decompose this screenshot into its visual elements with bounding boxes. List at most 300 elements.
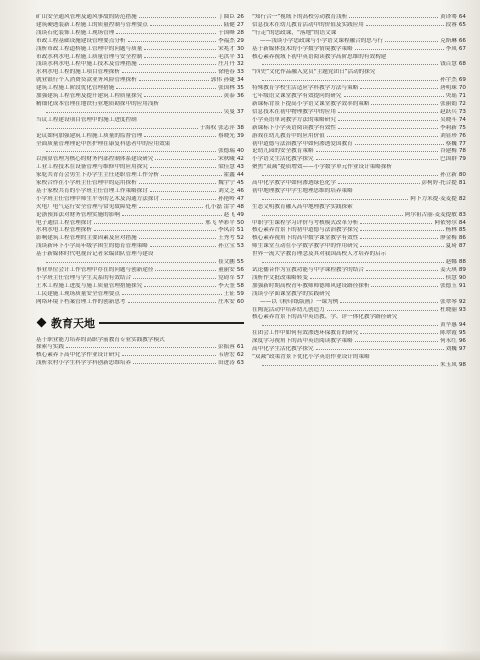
leader-dots	[360, 246, 443, 247]
entry-title: 浅谈小学面课堂教学的实践研究	[252, 290, 331, 297]
entry-page-number: 71	[458, 93, 466, 100]
entry-author: 郭伟 孙婕	[210, 77, 235, 84]
entry-author: 夏琦	[445, 243, 457, 250]
toc-entry	[36, 61, 244, 69]
toc-entry	[36, 291, 244, 299]
entry-title: 矿山安全通风管理及通风事故的防范措施	[36, 14, 137, 20]
entry-page-number: 28	[236, 29, 244, 36]
entry-author: 赵跃兵	[440, 108, 457, 115]
entry-title: “行走”的思政课，“落地”的语文课	[252, 29, 337, 36]
entry-author: 孙立新	[440, 172, 457, 179]
entry-author: 段睿	[445, 21, 457, 28]
entry-author: 蔡晓光	[218, 132, 235, 139]
right-column	[252, 14, 466, 370]
toc-entry	[252, 338, 466, 346]
entry-author: 吴晓斗	[440, 116, 457, 123]
right-entries	[252, 14, 466, 370]
entry-title: 基于家校共育的小学班主任管理工作策略探讨	[36, 187, 148, 194]
entry-title: 小学英语单词教学方法的策略研究	[252, 116, 336, 123]
entry-title: 浅析农村小学生科学学科创新思维培养	[36, 360, 132, 367]
entry-author: 阿依努尔	[434, 219, 457, 226]
entry-page-number: 51	[236, 227, 244, 234]
toc-entry	[252, 267, 466, 275]
leader-dots	[366, 25, 444, 26]
toc-entry	[252, 275, 466, 283]
entry-page-number: 77	[458, 140, 466, 147]
entry-title: 加强新时期高校青年教师师德师风建设路径探析	[252, 282, 370, 289]
leader-dots	[338, 120, 438, 121]
entry-title: 网络环境下档案管理工作的创新思考	[36, 298, 126, 305]
entry-author: 刘巍	[445, 346, 457, 353]
entry-page-number: 31	[236, 53, 244, 60]
toc-entry	[36, 148, 244, 156]
entry-title: 特殊教育学校生活适应学科教学方法与策略	[252, 85, 359, 92]
leader-dots	[360, 88, 438, 89]
entry-title: 工业工程技术在设备管理与维修中的应用探究	[36, 164, 148, 171]
entry-page-number: 33	[236, 69, 244, 76]
leader-dots	[262, 199, 408, 200]
toc-entry	[252, 314, 466, 322]
entry-title: 聚焦“双减”提质增效——小学数学单元作业设计策略探析	[252, 164, 393, 171]
leader-dots	[155, 270, 216, 271]
leader-dots	[360, 238, 438, 239]
entry-page-number: 32	[236, 61, 244, 68]
entry-title: 精细化成本管理在地铁行业地质勘探中的应用浅析	[36, 100, 160, 107]
entry-author: 黄辛惠	[440, 322, 457, 329]
entry-title: 初中道德与法治教学中如何渗透爱国教育	[252, 140, 353, 147]
entry-page-number: 89	[458, 267, 466, 273]
leader-dots	[327, 310, 438, 311]
toc-entry	[36, 93, 244, 101]
entry-title: ——浅谈小学思政课与小学语文课程融合的思与行	[260, 37, 384, 44]
entry-title: 论幼儿园的安全教育策略	[252, 148, 314, 155]
toc-entry	[252, 322, 466, 330]
entry-author: 孙艳岭	[218, 195, 235, 202]
toc-entry	[36, 30, 244, 38]
toc-entry	[252, 180, 466, 188]
entry-title: 土木工程施工进度与施工质量管理措施探究	[36, 282, 143, 289]
entry-page-number: 72	[458, 100, 466, 107]
entry-title: 火电厂电气运行安全管理与常见故障处理	[36, 203, 137, 210]
toc-entry	[252, 283, 466, 291]
toc-entry	[36, 180, 244, 188]
entry-title: 核心素养背景下的高中英语教、学、评一体化教学路径研究	[252, 314, 398, 321]
toc-entry	[36, 275, 244, 283]
entry-title: 市政水利水电工程施工质量管理与安全控制	[36, 53, 143, 60]
toc-entry	[252, 85, 466, 93]
entry-title: 论浙预算法对财务管理实施的影响	[36, 211, 120, 218]
toc-entry	[36, 172, 244, 180]
entry-author: 朱玉凤	[440, 361, 457, 368]
leader-dots	[262, 325, 438, 326]
entry-page-number: 64	[458, 14, 466, 20]
entry-page-number: 80	[458, 172, 466, 179]
toc-entry	[252, 109, 466, 117]
entry-author: 张丽娟	[440, 100, 457, 107]
toc-entry	[252, 172, 466, 180]
entry-page-number: 86	[458, 235, 466, 242]
toc-entry	[36, 299, 244, 307]
entry-author: 赵飞	[223, 211, 235, 218]
entry-title: 基于职业能力培养的高职学前教育专业实践教学模式	[36, 336, 165, 343]
entry-title: 市政工程基础设施建设管理要点分析	[36, 37, 126, 44]
leader-dots	[161, 199, 216, 200]
entry-author: 王秀考	[218, 235, 235, 242]
entry-page-number: 81	[458, 180, 466, 187]
left-section-entries	[36, 337, 244, 369]
entry-title: 七年级语文课堂教学有效提问的研究	[252, 93, 342, 100]
entry-title: “四史”文化作品融入党员“主题党团日”活动的探究	[252, 69, 376, 76]
leader-dots	[128, 41, 217, 42]
leader-dots	[371, 286, 438, 287]
toc-entry	[252, 251, 466, 259]
entry-page-number: 40	[236, 148, 244, 155]
entry-page-number: 45	[236, 180, 244, 187]
entry-title: 新课标背景下提高小学语文课堂教学效率的策略	[252, 100, 370, 107]
entry-page-number: 48	[236, 203, 244, 210]
entry-author: 崔文鹏	[218, 259, 235, 266]
entry-title: 核心素养视角下的高中数学课堂教学有效性	[252, 235, 359, 242]
entry-title: 基于新媒体技术的小学数学情境教学策略	[252, 45, 353, 52]
entry-title: 生态文明教育融入高中地理教学实践探索	[252, 203, 353, 210]
entry-page-number: 43	[236, 164, 244, 171]
entry-page-number: 88	[458, 259, 466, 266]
toc-entry	[252, 101, 466, 109]
entry-title: 核心素养视域下初中英语阅读教学高阶思维的有效构建	[252, 53, 387, 60]
entry-page-number: 73	[458, 108, 466, 115]
entry-title: 小学语文生活化教学探究	[252, 156, 314, 163]
toc-entry	[252, 148, 466, 156]
entry-title: 事业单位会计工作管理中存在的问题与创新途径	[36, 267, 154, 273]
entry-page-number: 56	[236, 267, 244, 273]
entry-author: 庄月丹	[218, 61, 235, 68]
entry-author: 李凤	[445, 45, 457, 52]
entry-author: 庄木安	[218, 298, 235, 305]
entry-page-number: 97	[458, 346, 466, 353]
leader-dots	[344, 96, 444, 97]
toc-entry	[252, 220, 466, 228]
entry-author: 杜晓丽	[440, 306, 457, 313]
toc-entry	[252, 22, 466, 30]
leader-dots	[262, 80, 438, 81]
entry-author: 梁佳慧	[218, 164, 235, 171]
entry-author: 吴曼	[223, 108, 235, 115]
leader-dots	[338, 183, 420, 184]
entry-page-number: 76	[458, 132, 466, 139]
leader-dots	[46, 112, 222, 113]
toc-entry	[36, 251, 244, 259]
leader-dots	[122, 355, 216, 356]
toc-entry	[252, 133, 466, 141]
leader-dots	[316, 349, 444, 350]
entry-page-number: 74	[458, 116, 466, 123]
toc-entry	[36, 337, 244, 345]
leader-dots	[366, 270, 438, 271]
entry-title: 浅谈水利水电工程中施工技术及管理措施	[36, 61, 137, 68]
leader-dots	[360, 223, 432, 224]
leader-dots	[46, 128, 198, 129]
entry-page-number: 34	[236, 77, 244, 84]
entry-author: 巴国群	[440, 156, 457, 163]
leader-dots	[122, 294, 222, 295]
leader-dots	[340, 302, 438, 303]
entry-page-number: 58	[236, 282, 244, 289]
toc-entry	[36, 38, 244, 46]
toc-entry	[36, 101, 244, 109]
entry-author: 黄泰	[223, 93, 235, 100]
entry-author: 谷建梅	[440, 148, 457, 155]
toc-entry	[36, 141, 244, 149]
toc-entry	[252, 117, 466, 125]
entry-title: 以预算管理为核心的财务内部控制体系建设研究	[36, 156, 154, 163]
toc-entry	[36, 196, 244, 204]
entry-page-number: 35	[236, 85, 244, 92]
entry-title: 核心素养下高中化学作业设计研究	[36, 352, 120, 359]
entry-title: 浅谈石化装饰工程施工现场管理	[36, 29, 115, 36]
leader-dots	[139, 80, 209, 81]
toc-entry	[252, 227, 466, 235]
entry-title: 深度学习视角下的高中英语阅读教学策略	[252, 338, 353, 345]
entry-title: 当议工程建设项目管理中的施工进度控制	[36, 116, 137, 123]
leader-dots	[310, 278, 444, 279]
entry-author: 李莉新	[440, 124, 457, 131]
leader-dots	[371, 104, 438, 105]
entry-author: 李福杰	[218, 37, 235, 44]
entry-page-number: 55	[236, 259, 244, 266]
toc-entry	[252, 235, 466, 243]
leader-dots	[122, 72, 216, 73]
toc-entry	[36, 133, 244, 141]
entry-title: 就业银行个人消费贷款业务风险管理探析	[36, 77, 137, 84]
leader-dots	[139, 207, 203, 208]
toc-entry	[36, 267, 244, 275]
toc-entry	[252, 69, 466, 77]
entry-page-number: 61	[236, 344, 244, 351]
entry-author: 彭柯婷·托合提	[421, 180, 457, 187]
toc-entry	[252, 243, 466, 251]
toc-entry	[36, 156, 244, 164]
entry-page-number: 46	[236, 187, 244, 194]
toc-entry	[252, 299, 466, 307]
entry-author: 邢飞 华彩平	[205, 219, 235, 226]
entry-author: 阿卜力米提·麦麦提	[410, 195, 457, 202]
left-entries	[36, 14, 244, 307]
entry-title: 游戏在幼儿教育中的应用价值	[252, 132, 325, 139]
entry-author: 刘显珍	[440, 132, 457, 139]
entry-author: 霍鑫	[223, 172, 235, 179]
leader-dots	[94, 223, 203, 224]
entry-page-number: 96	[458, 338, 466, 345]
entry-page-number: 95	[458, 330, 466, 337]
entry-title: 世界一流大学教育理念及其对我国高校人才培养的启示	[252, 251, 387, 258]
entry-page-number: 79	[458, 156, 466, 163]
entry-author: 陆健	[223, 21, 235, 28]
entry-page-number: 83	[458, 211, 466, 218]
entry-title: 建筑工程施工阶段优化管理措施	[36, 85, 115, 92]
entry-author: 侯慧	[445, 274, 457, 281]
entry-author: 张德瑞	[218, 148, 235, 155]
leader-dots	[385, 41, 438, 42]
entry-author: 廖金梅	[440, 235, 457, 242]
leader-dots	[262, 215, 403, 216]
entry-page-number: 49	[236, 211, 244, 218]
toc-entry	[252, 362, 466, 370]
entry-title: 信息技术在初中物理教学中的应用	[252, 108, 336, 115]
entry-author: 张德玉	[440, 282, 457, 289]
entry-title: 建筑硬透装新工程施工的质量控制与管理要点	[36, 21, 148, 28]
leader-dots	[150, 167, 216, 168]
entry-author: 孙立宝	[218, 243, 235, 250]
entry-page-number: 65	[458, 21, 466, 28]
entry-author: 杨林	[445, 227, 457, 234]
toc-entry	[36, 69, 244, 77]
entry-title: ——以《粉印纸版画》一课为例	[260, 298, 339, 305]
entry-page-number: 29	[236, 37, 244, 44]
toc-entry	[36, 235, 244, 243]
leader-dots	[360, 333, 438, 334]
entry-author: 田进涛	[218, 360, 235, 367]
leader-dots	[327, 136, 438, 137]
leader-dots	[161, 175, 222, 176]
toc-entry	[252, 307, 466, 315]
toc-entry	[252, 291, 466, 299]
entry-page-number: 62	[236, 352, 244, 359]
entry-page-number: 53	[236, 243, 244, 250]
toc-entry	[252, 125, 466, 133]
toc-entry	[36, 243, 244, 251]
toc-entry	[36, 352, 244, 360]
page-edge-shadow	[0, 650, 480, 660]
leader-dots	[338, 128, 438, 129]
left-column	[36, 14, 244, 368]
leader-dots	[338, 112, 438, 113]
entry-page-number: 82	[458, 195, 466, 202]
leader-dots	[144, 96, 221, 97]
entry-author: 孙宇杰	[440, 77, 457, 84]
toc-entry	[36, 204, 244, 212]
toc-entry	[252, 188, 466, 196]
entry-author: 李天奎	[218, 282, 235, 289]
leader-dots	[355, 49, 444, 50]
toc-entry	[36, 54, 244, 62]
leader-dots	[262, 64, 438, 65]
toc-entry	[36, 85, 244, 93]
entry-title: 浅析市政工程道桥施工管理中的问题与质量	[36, 45, 143, 52]
leader-dots	[122, 215, 222, 216]
entry-author: 王征	[223, 290, 235, 297]
leader-dots	[139, 17, 216, 18]
leader-dots	[155, 159, 216, 160]
leader-dots	[355, 341, 438, 342]
toc-entry	[36, 188, 244, 196]
entry-title: 高中化学生活化教学探究	[252, 346, 314, 353]
entry-author: 徐艳春	[218, 69, 235, 76]
entry-title: 试论播音作为宣教功能与中学课程教学的结合	[252, 267, 364, 273]
leader-dots	[349, 17, 438, 18]
entry-page-number: 70	[458, 85, 466, 92]
entry-title: 浅析作文批改策略转变	[252, 274, 308, 281]
entry-page-number: 59	[236, 290, 244, 297]
leader-dots	[144, 49, 216, 50]
entry-page-number: 60	[236, 298, 244, 305]
entry-page-number: 52	[236, 235, 244, 242]
leader-dots	[150, 25, 222, 26]
entry-page-number: 90	[458, 274, 466, 281]
entry-author: 于海权 张志萍	[199, 124, 235, 131]
entry-author: 黄译骞	[440, 14, 457, 20]
entry-page-number: 93	[458, 306, 466, 313]
leader-dots	[94, 230, 216, 231]
toc-entry	[36, 220, 244, 228]
leader-dots	[144, 57, 216, 58]
entry-title: 工民建施工现场质量安全管理要点	[36, 290, 120, 297]
entry-title: 小学班主任管理与学生关系的有效结合	[36, 274, 132, 281]
toc-entry	[36, 109, 244, 117]
leader-dots	[262, 365, 438, 366]
toc-entry	[36, 14, 244, 22]
leader-dots	[46, 262, 216, 263]
entry-page-number: 75	[458, 124, 466, 131]
toc-entry	[36, 344, 244, 352]
entry-page-number: 27	[236, 21, 244, 28]
entry-author: 丁圆臣	[218, 14, 235, 20]
toc-entry	[36, 360, 244, 368]
toc-entry	[36, 22, 244, 30]
toc-entry	[252, 30, 466, 38]
entry-page-number: 47	[236, 195, 244, 202]
entry-author: 孔小磊 雷宇	[205, 203, 235, 210]
leader-dots	[133, 363, 216, 364]
leader-dots	[128, 302, 217, 303]
entry-page-number: 50	[236, 219, 244, 226]
leader-dots	[139, 183, 216, 184]
entry-page-number: 30	[236, 45, 244, 52]
entry-page-number: 85	[458, 227, 466, 234]
toc-entry	[252, 330, 466, 338]
toc-entry	[252, 259, 466, 267]
toc-entry	[252, 212, 466, 220]
entry-author: 董丽安	[218, 267, 235, 273]
entry-page-number: 63	[236, 360, 244, 367]
entry-title: 全面质量管理理论中医护理在康复科患者中的应用效果	[36, 140, 171, 147]
entry-title: 新课标下小学英语阅读教学有效性	[252, 124, 336, 131]
entry-page-number: 69	[458, 77, 466, 84]
toc-entry	[252, 204, 466, 212]
entry-title: 影响建筑工程管理的主要因素及应对措施	[36, 235, 137, 242]
leader-dots	[46, 151, 216, 152]
entry-page-number: 84	[458, 219, 466, 226]
leader-dots	[116, 88, 216, 89]
toc-entry	[36, 77, 244, 85]
toc-entry	[36, 212, 244, 220]
entry-page-number: 38	[236, 124, 244, 131]
leader-dots	[116, 33, 216, 34]
entry-page-number: 91	[458, 282, 466, 289]
toc-entry	[36, 227, 244, 235]
entry-title: 在陶泥活动中培养幼儿创造力	[252, 306, 325, 313]
entry-author: 唐明珠	[440, 85, 457, 92]
leader-dots	[355, 144, 444, 145]
entry-author: 宋秋曦	[218, 156, 235, 163]
entry-page-number: 66	[458, 37, 466, 44]
entry-title: 中职学生课程学习评价与考核模式改革分析	[252, 219, 359, 226]
leader-dots	[360, 230, 443, 231]
entry-title: 在团会工作中如何有效渗透环保教育的研究	[252, 330, 359, 337]
toc-entry	[36, 125, 244, 133]
leader-dots	[139, 64, 216, 65]
entry-title: 论议如何加强建筑工程施工质量的监督管理	[36, 132, 143, 139]
leader-dots	[144, 136, 216, 137]
